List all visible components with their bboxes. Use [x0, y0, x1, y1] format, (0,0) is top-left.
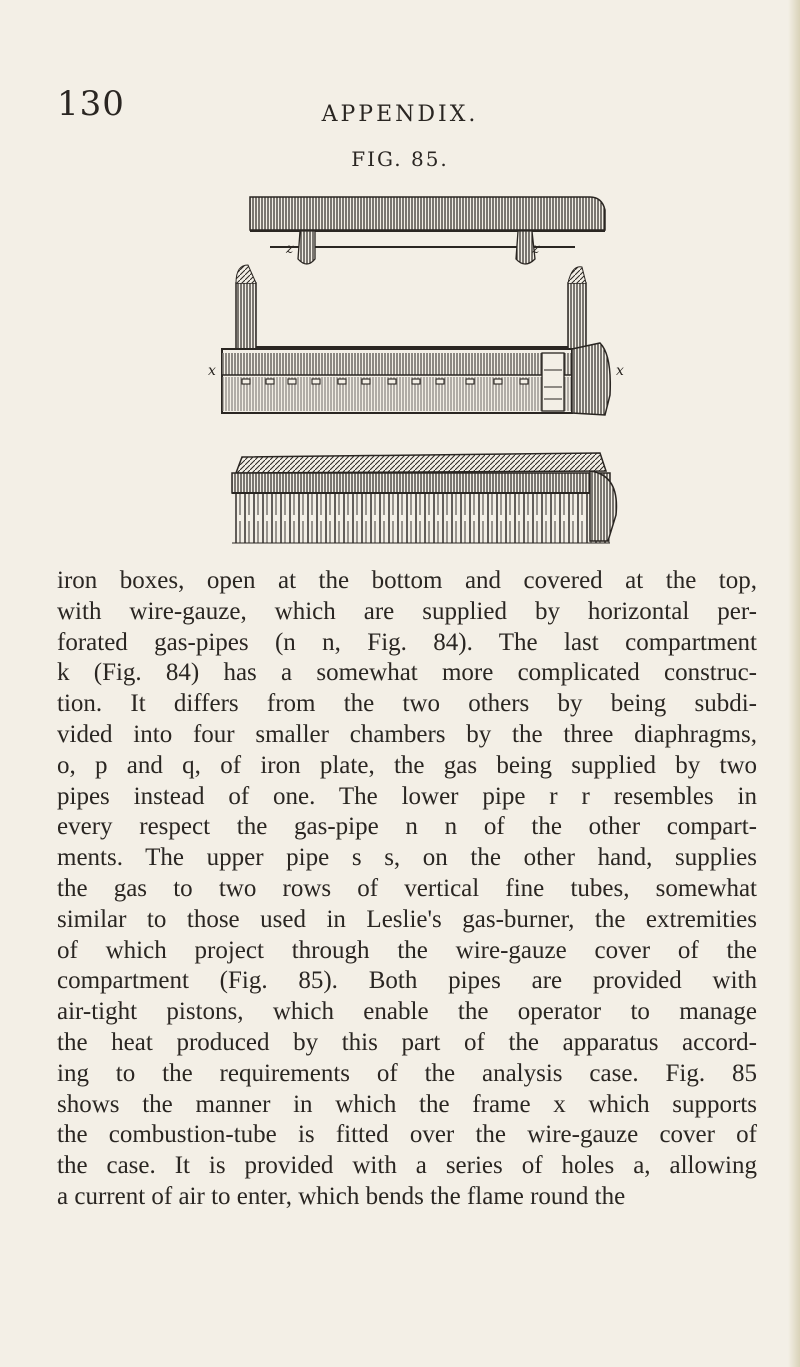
text-line: the case. It is provided with a series of holes a, allowing	[57, 1152, 757, 1180]
text-line: ing to the requirements of the analysis case. Fig. 85	[57, 1059, 757, 1087]
text-line: vided into four smaller chambers by the three diaphragms,	[57, 720, 757, 748]
text-line: a current of air to enter, which bends the flame round the	[57, 1182, 626, 1210]
text-line: every respect the gas-pipe n n of the other compart-	[57, 813, 757, 841]
text-line: compartment (Fig. 85). Both pipes are provided with	[57, 967, 757, 995]
figure-85-illustration	[180, 195, 630, 550]
text-line: the heat produced by this part of the apparatus accord-	[57, 1028, 757, 1056]
label-z-right: z	[532, 241, 540, 257]
text-line: iron boxes, open at the bottom and covered at the top,	[57, 567, 757, 594]
text-line: the gas to two rows of vertical fine tubes, somewhat	[57, 874, 757, 902]
body-text	[57, 566, 757, 1213]
text-line: o, p and q, of iron plate, the gas being supplied by two	[57, 751, 757, 779]
text-line: of which project through the wire-gauze cover of the	[57, 936, 757, 964]
label-x-right: x	[616, 363, 624, 379]
text-line: shows the manner in which the frame x which supports	[57, 1090, 757, 1118]
page-number: 130	[57, 84, 125, 124]
frame-assembly	[208, 197, 624, 415]
label-x-left: x	[208, 363, 216, 379]
text-line: similar to those used in Leslie's gas-burner, the extremities	[57, 905, 757, 933]
figure-caption: FIG. 85.	[351, 147, 449, 171]
page-edge-shadow	[788, 0, 800, 1367]
wire-gauze-case	[232, 453, 616, 543]
text-line: pipes instead of one. The lower pipe r r resembles in	[57, 782, 757, 810]
text-line: k (Fig. 84) has a somewhat more complicated construc-	[57, 659, 757, 687]
text-line: air-tight pistons, which enable the operator to manage	[57, 998, 757, 1026]
text-line: with wire-gauze, which are supplied by horizontal per-	[57, 597, 757, 625]
running-head: APPENDIX.	[321, 102, 479, 127]
text-line: ments. The upper pipe s s, on the other hand, supplies	[57, 844, 757, 872]
text-line: forated gas-pipes (n n, Fig. 84). The last compartment	[57, 628, 757, 656]
label-z-left: z	[286, 241, 294, 257]
text-line: the combustion-tube is fitted over the wire-gauze cover of	[57, 1121, 757, 1149]
text-line: tion. It differs from the two others by being subdi-	[57, 690, 757, 718]
